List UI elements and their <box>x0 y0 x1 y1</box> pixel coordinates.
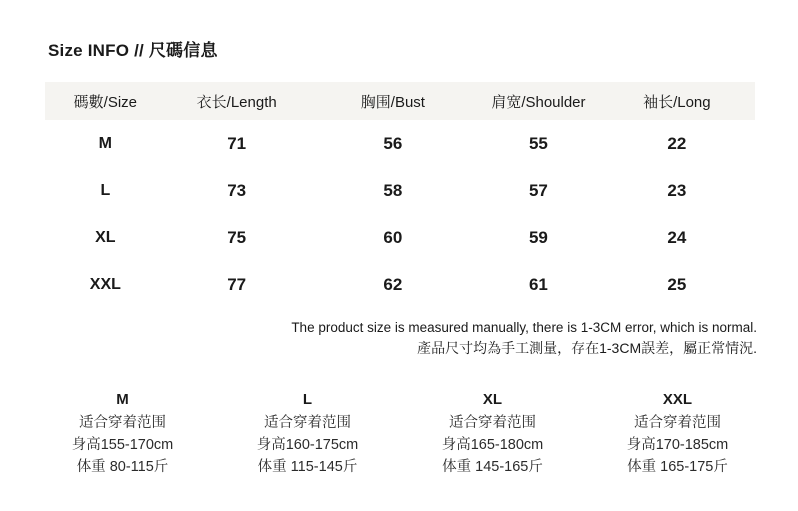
fit-weight: 体重 80-115斤 <box>76 459 169 475</box>
fit-guide-column-xxl <box>585 390 770 478</box>
fit-weight: 体重 165-175斤 <box>627 459 728 475</box>
fit-size-label: XL <box>482 391 503 408</box>
fit-guide-column-xl <box>400 390 585 478</box>
header-cell-long: 袖长/Long <box>643 93 711 111</box>
size-table-header-row <box>45 82 755 120</box>
fit-range-label: 适合穿着范围 <box>449 415 536 431</box>
length-cell: 71 <box>227 133 247 153</box>
fit-size-label: M <box>116 391 129 408</box>
length-cell: 73 <box>227 180 247 200</box>
shoulder-cell: 61 <box>528 274 548 294</box>
table-row-xl <box>45 214 755 261</box>
fit-height: 身高170-185cm <box>626 437 729 453</box>
header-cell-length: 衣长/Length <box>196 93 277 111</box>
bust-cell: 60 <box>383 227 403 247</box>
page-title: Size INFO // 尺碼信息 <box>48 41 218 60</box>
bust-cell: 62 <box>383 274 403 294</box>
table-row-m <box>45 120 755 167</box>
long-cell: 24 <box>667 227 687 247</box>
shoulder-cell: 57 <box>528 180 548 200</box>
fit-weight: 体重 145-165斤 <box>442 459 543 475</box>
fit-range-label: 适合穿着范围 <box>264 415 351 431</box>
fit-guide <box>30 390 770 478</box>
fit-range-label: 适合穿着范围 <box>634 415 721 431</box>
fit-height: 身高155-170cm <box>71 437 174 453</box>
long-cell: 22 <box>667 133 687 153</box>
size-cell: L <box>100 181 111 199</box>
size-table <box>45 82 755 308</box>
bust-cell: 56 <box>383 133 403 153</box>
table-row-l <box>45 167 755 214</box>
fit-weight: 体重 115-145斤 <box>257 459 358 475</box>
shoulder-cell: 55 <box>528 133 548 153</box>
shoulder-cell: 59 <box>528 227 548 247</box>
measurement-note <box>45 317 757 359</box>
size-cell: XL <box>95 228 116 246</box>
size-cell: M <box>98 134 112 152</box>
note-english: The product size is measured manually, there is 1-3CM error, which is normal. <box>291 320 757 335</box>
length-cell: 77 <box>227 274 247 294</box>
note-chinese: 產品尺寸均為手工測量，存在1-3CM誤差，屬正常情況. <box>417 340 757 356</box>
header-cell-shoulder: 肩宽/Shoulder <box>491 93 586 111</box>
fit-height: 身高165-180cm <box>441 437 544 453</box>
fit-guide-column-m <box>30 390 215 478</box>
fit-guide-column-l <box>215 390 400 478</box>
header-cell-size: 碼數/Size <box>73 93 138 111</box>
long-cell: 23 <box>667 180 687 200</box>
size-cell: XXL <box>89 275 121 293</box>
fit-size-label: L <box>302 391 313 408</box>
header-cell-bust: 胸围/Bust <box>360 93 425 111</box>
fit-range-label: 适合穿着范围 <box>79 415 166 431</box>
fit-height: 身高160-175cm <box>256 437 359 453</box>
length-cell: 75 <box>227 227 247 247</box>
long-cell: 25 <box>667 274 687 294</box>
bust-cell: 58 <box>383 180 403 200</box>
fit-size-label: XXL <box>662 391 693 408</box>
table-row-xxl <box>45 261 755 308</box>
